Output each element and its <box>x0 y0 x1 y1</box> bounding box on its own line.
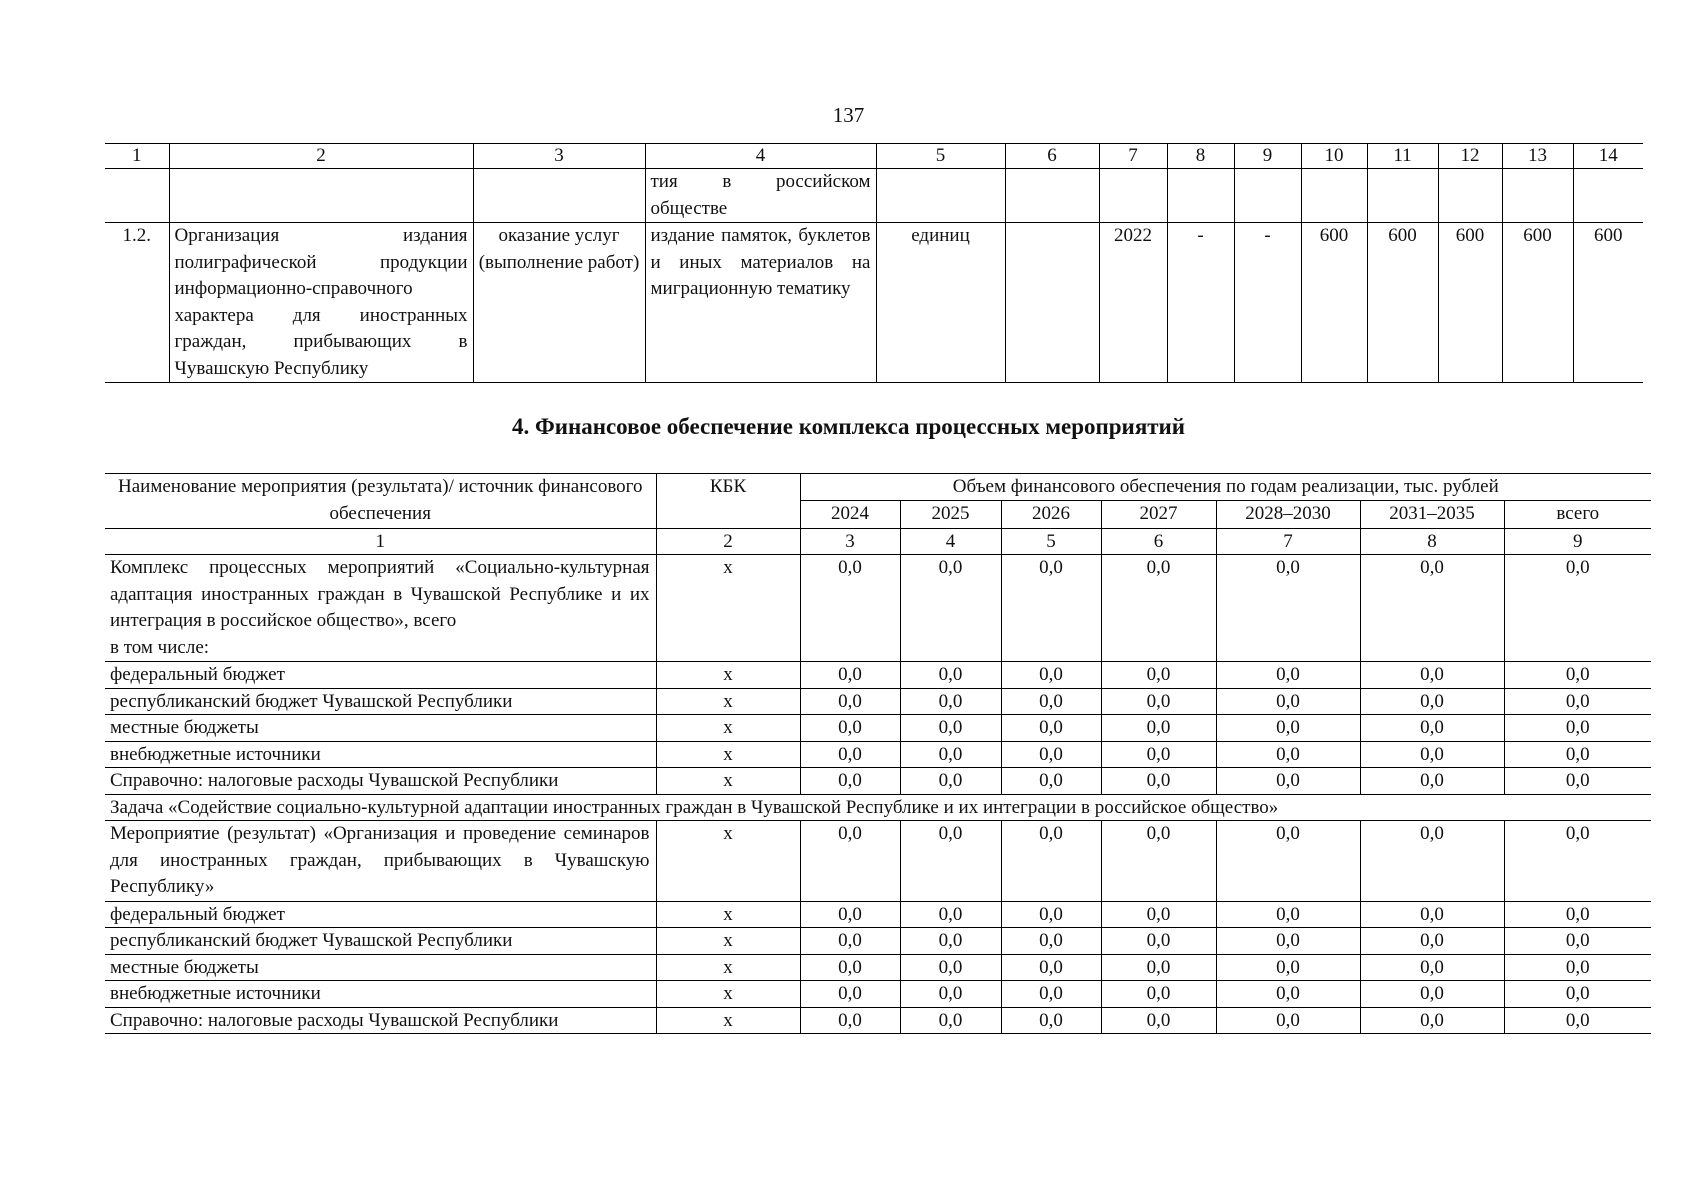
kbk-value: х <box>656 981 800 1008</box>
source-name: федеральный бюджет <box>105 662 656 689</box>
value-total: 0,0 <box>1504 741 1651 768</box>
kbk-value: х <box>656 954 800 981</box>
financing-row-republican <box>105 688 1651 715</box>
header-volume: Объем финансового обеспечения по годам реализации, тыс. рублей <box>800 474 1651 501</box>
value-2031-2035: 0,0 <box>1360 981 1504 1008</box>
value-2024: 0,0 <box>800 555 900 662</box>
col-num-5: 5 <box>1001 528 1101 555</box>
financing-row-tax-expenses <box>105 768 1651 795</box>
value-total: 0,0 <box>1504 715 1651 742</box>
value-2024: 0,0 <box>800 768 900 795</box>
col-12-value: 600 <box>1438 223 1502 383</box>
year-2027: 2027 <box>1101 501 1216 529</box>
col-11-value: 600 <box>1367 223 1438 383</box>
financing-row-seminars <box>105 821 1651 902</box>
source-name: внебюджетные источники <box>105 981 656 1008</box>
header-kbk: КБК <box>656 474 800 529</box>
value-2026: 0,0 <box>1001 741 1101 768</box>
financing-col-numbers <box>105 528 1651 555</box>
value-2024: 0,0 <box>800 928 900 955</box>
col-num-2: 2 <box>656 528 800 555</box>
year-total: всего <box>1504 501 1651 529</box>
continuation-text: тия в российском обществе <box>645 169 876 223</box>
value-2028-2030: 0,0 <box>1216 954 1360 981</box>
value-2026: 0,0 <box>1001 715 1101 742</box>
financing-row-local <box>105 715 1651 742</box>
value-2027: 0,0 <box>1101 954 1216 981</box>
table1-col-9: 9 <box>1234 144 1301 169</box>
table1-col-6: 6 <box>1005 144 1099 169</box>
value-2028-2030: 0,0 <box>1216 555 1360 662</box>
value-2031-2035: 0,0 <box>1360 768 1504 795</box>
col-num-4: 4 <box>900 528 1001 555</box>
page-number: 137 <box>832 103 865 127</box>
value-total: 0,0 <box>1504 768 1651 795</box>
table1-col-1: 1 <box>105 144 169 169</box>
value-2025: 0,0 <box>900 981 1001 1008</box>
value-2025: 0,0 <box>900 1007 1001 1034</box>
value-2026: 0,0 <box>1001 981 1101 1008</box>
source-name: Справочно: налоговые расходы Чувашской Республики <box>105 768 656 795</box>
table1-col-12: 12 <box>1438 144 1502 169</box>
value-2028-2030: 0,0 <box>1216 768 1360 795</box>
value-2025: 0,0 <box>900 741 1001 768</box>
value-2028-2030: 0,0 <box>1216 981 1360 1008</box>
value-total: 0,0 <box>1504 928 1651 955</box>
col-num-1: 1 <box>105 528 656 555</box>
value-2026: 0,0 <box>1001 555 1101 662</box>
table1-col-11: 11 <box>1367 144 1438 169</box>
col-num-8: 8 <box>1360 528 1504 555</box>
value-2027: 0,0 <box>1101 741 1216 768</box>
table1-continuation-row <box>105 169 1643 223</box>
table1-col-7: 7 <box>1099 144 1167 169</box>
value-2028-2030: 0,0 <box>1216 928 1360 955</box>
value-2025: 0,0 <box>900 555 1001 662</box>
source-name: внебюджетные источники <box>105 741 656 768</box>
unit: единиц <box>876 223 1005 383</box>
value-2025: 0,0 <box>900 715 1001 742</box>
year-2024: 2024 <box>800 501 900 529</box>
source-name: федеральный бюджет <box>105 901 656 928</box>
value-2028-2030: 0,0 <box>1216 688 1360 715</box>
value-2024: 0,0 <box>800 954 900 981</box>
financing-row2-local <box>105 954 1651 981</box>
source-name: республиканский бюджет Чувашской Республики <box>105 688 656 715</box>
table1-col-3: 3 <box>473 144 645 169</box>
table1-col-14: 14 <box>1573 144 1643 169</box>
kbk-value: х <box>656 741 800 768</box>
value-2025: 0,0 <box>900 821 1001 902</box>
value-total: 0,0 <box>1504 821 1651 902</box>
col-13-value: 600 <box>1502 223 1573 383</box>
kbk-value: х <box>656 821 800 902</box>
value-2027: 0,0 <box>1101 901 1216 928</box>
financing-row2-federal <box>105 901 1651 928</box>
value-2026: 0,0 <box>1001 662 1101 689</box>
kbk-value: х <box>656 688 800 715</box>
task-title: Задача «Содействие социально-культурной адаптации иностранных граждан в Чувашской Республике и их интеграции в российское общество» <box>105 794 1651 821</box>
value-2025: 0,0 <box>900 688 1001 715</box>
value-2024: 0,0 <box>800 715 900 742</box>
source-name: республиканский бюджет Чувашской Республики <box>105 928 656 955</box>
value-2024: 0,0 <box>800 821 900 902</box>
table1-col-10: 10 <box>1301 144 1367 169</box>
value-2024: 0,0 <box>800 981 900 1008</box>
value-2026: 0,0 <box>1001 954 1101 981</box>
value-2031-2035: 0,0 <box>1360 715 1504 742</box>
value-2024: 0,0 <box>800 1007 900 1034</box>
value-2026: 0,0 <box>1001 688 1101 715</box>
value-2031-2035: 0,0 <box>1360 928 1504 955</box>
value-2026: 0,0 <box>1001 821 1101 902</box>
kbk-value: х <box>656 662 800 689</box>
including-label: в том числе: <box>110 636 210 658</box>
financing-row2-republican <box>105 928 1651 955</box>
value-total: 0,0 <box>1504 1007 1651 1034</box>
header-name: Наименование мероприятия (результата)/ источник финансового обеспечения <box>105 474 656 529</box>
table1-header-row <box>105 144 1643 169</box>
year-2031-2035: 2031–2035 <box>1360 501 1504 529</box>
col-8-value: - <box>1167 223 1234 383</box>
kbk-value: х <box>656 901 800 928</box>
financing-task-row <box>105 794 1651 821</box>
value-2028-2030: 0,0 <box>1216 715 1360 742</box>
financing-row2-extrabudgetary <box>105 981 1651 1008</box>
financing-table <box>105 473 1651 1034</box>
value-2024: 0,0 <box>800 741 900 768</box>
table1-col-4: 4 <box>645 144 876 169</box>
value-2028-2030: 0,0 <box>1216 1007 1360 1034</box>
kbk-value: х <box>656 555 800 662</box>
col-num-9: 9 <box>1504 528 1651 555</box>
value-total: 0,0 <box>1504 662 1651 689</box>
complex-name: Комплекс процессных мероприятий «Социально-культурная адаптация иностранных граждан в Чувашской Республике и их интеграция в российское общество», всего <box>110 557 650 631</box>
table1-col-2: 2 <box>169 144 473 169</box>
value-2027: 0,0 <box>1101 715 1216 742</box>
value-2025: 0,0 <box>900 662 1001 689</box>
financing-row2-tax-expenses <box>105 1007 1651 1034</box>
source-name: местные бюджеты <box>105 954 656 981</box>
value-2031-2035: 0,0 <box>1360 1007 1504 1034</box>
col-num-3: 3 <box>800 528 900 555</box>
financing-row-complex-total <box>105 555 1651 662</box>
row-number: 1.2. <box>105 223 169 383</box>
value-2025: 0,0 <box>900 928 1001 955</box>
value-2028-2030: 0,0 <box>1216 901 1360 928</box>
col-num-6: 6 <box>1101 528 1216 555</box>
value-2028-2030: 0,0 <box>1216 662 1360 689</box>
col-6-value <box>1005 223 1099 383</box>
value-total: 0,0 <box>1504 688 1651 715</box>
col-14-value: 600 <box>1573 223 1643 383</box>
activity-type: оказание услуг (выполнение работ) <box>473 223 645 383</box>
seminars-name: Мероприятие (результат) «Организация и проведение семинаров для иностранных граждан, прибывающих в Чувашскую Республику» <box>105 821 656 902</box>
value-2024: 0,0 <box>800 662 900 689</box>
value-2031-2035: 0,0 <box>1360 741 1504 768</box>
value-2027: 0,0 <box>1101 981 1216 1008</box>
value-2024: 0,0 <box>800 688 900 715</box>
financing-header-row-1 <box>105 474 1651 501</box>
value-2031-2035: 0,0 <box>1360 662 1504 689</box>
value-2027: 0,0 <box>1101 688 1216 715</box>
table1-row-1-2 <box>105 223 1643 383</box>
value-2026: 0,0 <box>1001 768 1101 795</box>
value-2027: 0,0 <box>1101 662 1216 689</box>
value-2024: 0,0 <box>800 901 900 928</box>
value-total: 0,0 <box>1504 901 1651 928</box>
value-2031-2035: 0,0 <box>1360 901 1504 928</box>
table1-col-13: 13 <box>1502 144 1573 169</box>
kbk-value: х <box>656 928 800 955</box>
value-2027: 0,0 <box>1101 928 1216 955</box>
section-title: 4. Финансовое обеспечение комплекса процессных мероприятий <box>511 414 1186 439</box>
kbk-value: х <box>656 768 800 795</box>
value-2031-2035: 0,0 <box>1360 555 1504 662</box>
source-name: Справочно: налоговые расходы Чувашской Республики <box>105 1007 656 1034</box>
value-2027: 0,0 <box>1101 821 1216 902</box>
value-2031-2035: 0,0 <box>1360 688 1504 715</box>
value-2026: 0,0 <box>1001 928 1101 955</box>
col-10-value: 600 <box>1301 223 1367 383</box>
financing-row-extrabudgetary <box>105 741 1651 768</box>
value-2028-2030: 0,0 <box>1216 821 1360 902</box>
year-2028-2030: 2028–2030 <box>1216 501 1360 529</box>
value-2027: 0,0 <box>1101 768 1216 795</box>
value-total: 0,0 <box>1504 954 1651 981</box>
col-9-value: - <box>1234 223 1301 383</box>
source-name: местные бюджеты <box>105 715 656 742</box>
value-total: 0,0 <box>1504 555 1651 662</box>
value-2025: 0,0 <box>900 768 1001 795</box>
kbk-value: х <box>656 1007 800 1034</box>
value-2031-2035: 0,0 <box>1360 954 1504 981</box>
year-2026: 2026 <box>1001 501 1101 529</box>
activity-name: Организация издания полиграфической продукции информационно-справочного характера для иностранных граждан, прибывающих в Чувашскую Республику <box>169 223 473 383</box>
value-2027: 0,0 <box>1101 1007 1216 1034</box>
activity-description: издание памяток, буклетов и иных материалов на миграционную тематику <box>645 223 876 383</box>
kbk-value: х <box>656 715 800 742</box>
activities-table <box>105 143 1643 383</box>
value-2026: 0,0 <box>1001 901 1101 928</box>
value-total: 0,0 <box>1504 981 1651 1008</box>
value-2028-2030: 0,0 <box>1216 741 1360 768</box>
value-2026: 0,0 <box>1001 1007 1101 1034</box>
value-2027: 0,0 <box>1101 555 1216 662</box>
value-2025: 0,0 <box>900 901 1001 928</box>
year-2025: 2025 <box>900 501 1001 529</box>
col-num-7: 7 <box>1216 528 1360 555</box>
financing-row-federal <box>105 662 1651 689</box>
value-2025: 0,0 <box>900 954 1001 981</box>
table1-col-8: 8 <box>1167 144 1234 169</box>
value-2031-2035: 0,0 <box>1360 821 1504 902</box>
table1-col-5: 5 <box>876 144 1005 169</box>
base-year: 2022 <box>1099 223 1167 383</box>
